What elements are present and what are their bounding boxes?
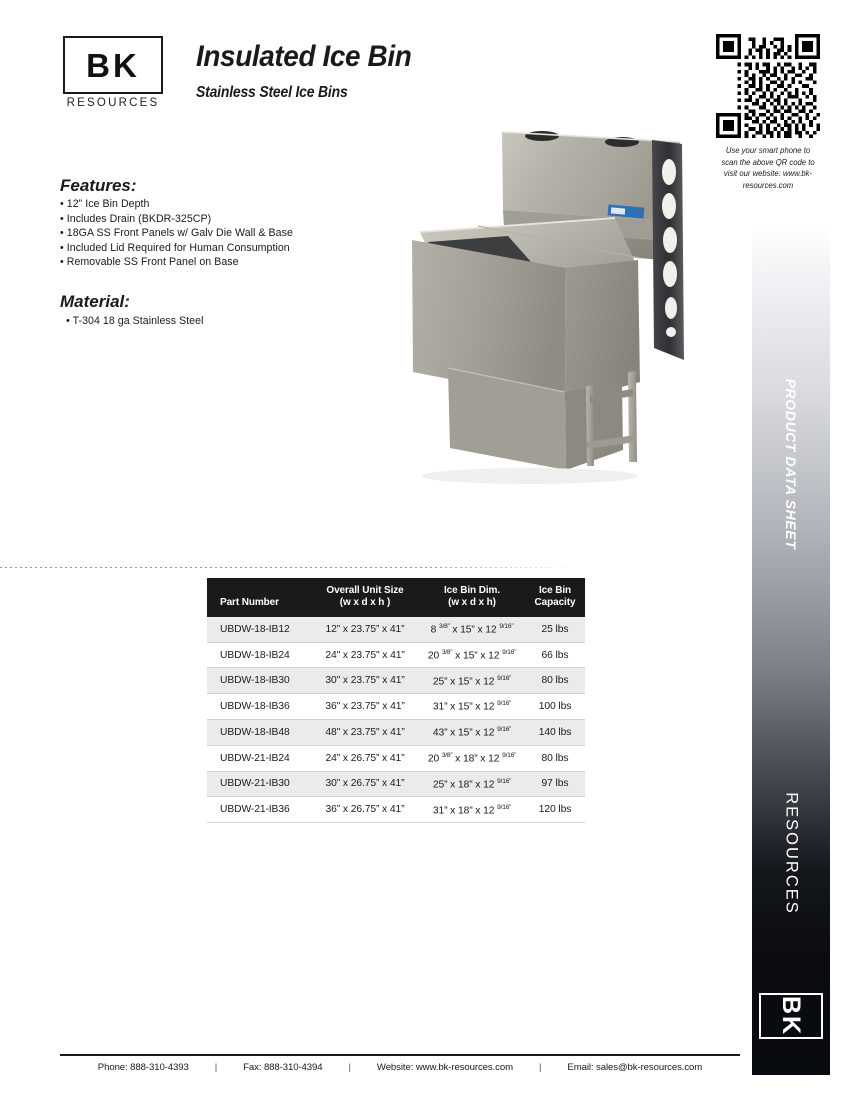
col-header-line2: Capacity xyxy=(534,597,576,609)
cell-overall-size: 48" x 23.75" x 41” xyxy=(311,720,419,746)
cell-capacity: 120 lbs xyxy=(525,797,585,823)
divider-fade xyxy=(430,565,590,571)
cell-capacity: 80 lbs xyxy=(525,745,585,771)
col-header-line1: Ice Bin xyxy=(538,585,572,596)
cell-ice-bin-dim: 31” x 18” x 12 $^{9/16”}$ xyxy=(419,797,525,823)
table-row xyxy=(207,797,585,823)
material-list xyxy=(66,314,396,329)
table-header-row xyxy=(207,578,585,617)
cell-overall-size: 30" x 23.75" x 41” xyxy=(311,668,419,694)
cell-overall-size: 36" x 23.75" x 41” xyxy=(311,694,419,720)
cell-ice-bin-dim: 20 $^{3/8”}$ x 18” x 12 $^{9/16”}$ xyxy=(419,745,525,771)
bk-logo-subtext: RESOURCES xyxy=(66,97,160,109)
sidebar-bk-logo xyxy=(759,993,823,1039)
cell-part-number: UBDW-18-IB48 xyxy=(207,720,311,746)
bk-logo-text: BK xyxy=(86,46,140,84)
cell-capacity: 25 lbs xyxy=(525,617,585,642)
cell-capacity: 140 lbs xyxy=(525,720,585,746)
sidebar-bk-logo-text: BK xyxy=(777,995,806,1037)
col-header-overall-size xyxy=(311,578,419,617)
col-header-part-number xyxy=(207,578,311,617)
cell-ice-bin-dim: 43” x 15” x 12 $^{9/16”}$ xyxy=(419,720,525,746)
sidebar-title: PRODUCT DATA SHEET xyxy=(783,378,799,550)
table-row xyxy=(207,617,585,642)
cell-part-number: UBDW-21-IB24 xyxy=(207,745,311,771)
footer-contact-bar xyxy=(60,1062,740,1073)
cell-ice-bin-dim: 8 $^{3/8”}$ x 15” x 12 $^{9/16”}$ xyxy=(419,617,525,642)
cell-capacity: 80 lbs xyxy=(525,668,585,694)
col-header-line1: Overall Unit Size xyxy=(326,585,404,596)
material-heading: Material: xyxy=(60,292,130,311)
cell-capacity: 66 lbs xyxy=(525,642,585,668)
col-header-line2: (w x d x h) xyxy=(448,597,496,609)
footer-separator: | xyxy=(214,1062,218,1073)
product-photo xyxy=(390,110,690,490)
table-row xyxy=(207,642,585,668)
cell-capacity: 97 lbs xyxy=(525,771,585,797)
cell-overall-size: 24” x 26.75” x 41” xyxy=(311,745,419,771)
list-item: • 12” Ice Bin Depth xyxy=(60,197,390,212)
cell-part-number: UBDW-21-IB36 xyxy=(207,797,311,823)
qr-caption: Use your smart phone to scan the above QR code to visit our website: www.bk-resources.com xyxy=(721,146,815,190)
cell-ice-bin-dim: 31” x 15” x 12 $^{9/16”}$ xyxy=(419,694,525,720)
col-header-ice-bin-capacity xyxy=(525,578,585,617)
cell-overall-size: 30” x 26.75” x 41” xyxy=(311,771,419,797)
footer-rule xyxy=(60,1054,740,1056)
cell-part-number: UBDW-18-IB36 xyxy=(207,694,311,720)
footer-email[interactable]: Email: sales@bk-resources.com xyxy=(567,1062,703,1073)
footer-separator: | xyxy=(538,1062,542,1073)
cell-overall-size: 12” x 23.75” x 41” xyxy=(311,617,419,642)
footer-phone: Phone: 888-310-4393 xyxy=(97,1062,189,1073)
cell-part-number: UBDW-18-IB24 xyxy=(207,642,311,668)
cell-part-number: UBDW-18-IB30 xyxy=(207,668,311,694)
col-header-ice-bin-dim xyxy=(419,578,525,617)
sidebar-resources-label: RESOURCES xyxy=(782,792,801,915)
table-row xyxy=(207,745,585,771)
cell-overall-size: 36” x 26.75” x 41” xyxy=(311,797,419,823)
cell-overall-size: 24" x 23.75" x 41” xyxy=(311,642,419,668)
list-item: • Included Lid Required for Human Consumption xyxy=(60,241,390,256)
col-header-line2: Part Number xyxy=(220,597,279,609)
table-row xyxy=(207,668,585,694)
qr-block xyxy=(716,34,820,192)
cell-part-number: UBDW-21-IB30 xyxy=(207,771,311,797)
bk-logo xyxy=(63,36,163,94)
list-item: • T-304 18 ga Stainless Steel xyxy=(66,314,396,329)
table-row xyxy=(207,771,585,797)
table-body xyxy=(207,617,585,823)
col-header-line1: Ice Bin Dim. xyxy=(443,585,501,596)
col-header-line2: (w x d x h ) xyxy=(339,597,391,609)
list-item: • Removable SS Front Panel on Base xyxy=(60,255,390,270)
cell-ice-bin-dim: 20 $^{3/8”}$ x 15” x 12 $^{9/16”}$ xyxy=(419,642,525,668)
cell-ice-bin-dim: 25” x 18” x 12 $^{9/16”}$ xyxy=(419,771,525,797)
cell-part-number: UBDW-18-IB12 xyxy=(207,617,311,642)
list-item: • Includes Drain (BKDR-325CP) xyxy=(60,212,390,227)
page-subtitle: Stainless Steel Ice Bins xyxy=(196,84,348,101)
spec-table xyxy=(207,578,585,823)
table-row xyxy=(207,720,585,746)
features-list xyxy=(60,197,390,270)
table-row xyxy=(207,694,585,720)
cell-ice-bin-dim: 25” x 15” x 12 $^{9/16”}$ xyxy=(419,668,525,694)
features-heading: Features: xyxy=(60,176,137,195)
right-sidebar xyxy=(752,224,830,1075)
qr-code-icon xyxy=(716,34,820,138)
table-header xyxy=(207,578,585,617)
footer-fax: Fax: 888-310-4394 xyxy=(243,1062,323,1073)
cell-capacity: 100 lbs xyxy=(525,694,585,720)
footer-separator: | xyxy=(348,1062,351,1073)
page-title: Insulated Ice Bin xyxy=(196,40,412,73)
footer-website[interactable]: Website: www.bk-resources.com xyxy=(376,1062,513,1073)
list-item: • 18GA SS Front Panels w/ Galv Die Wall & Base xyxy=(60,226,390,241)
